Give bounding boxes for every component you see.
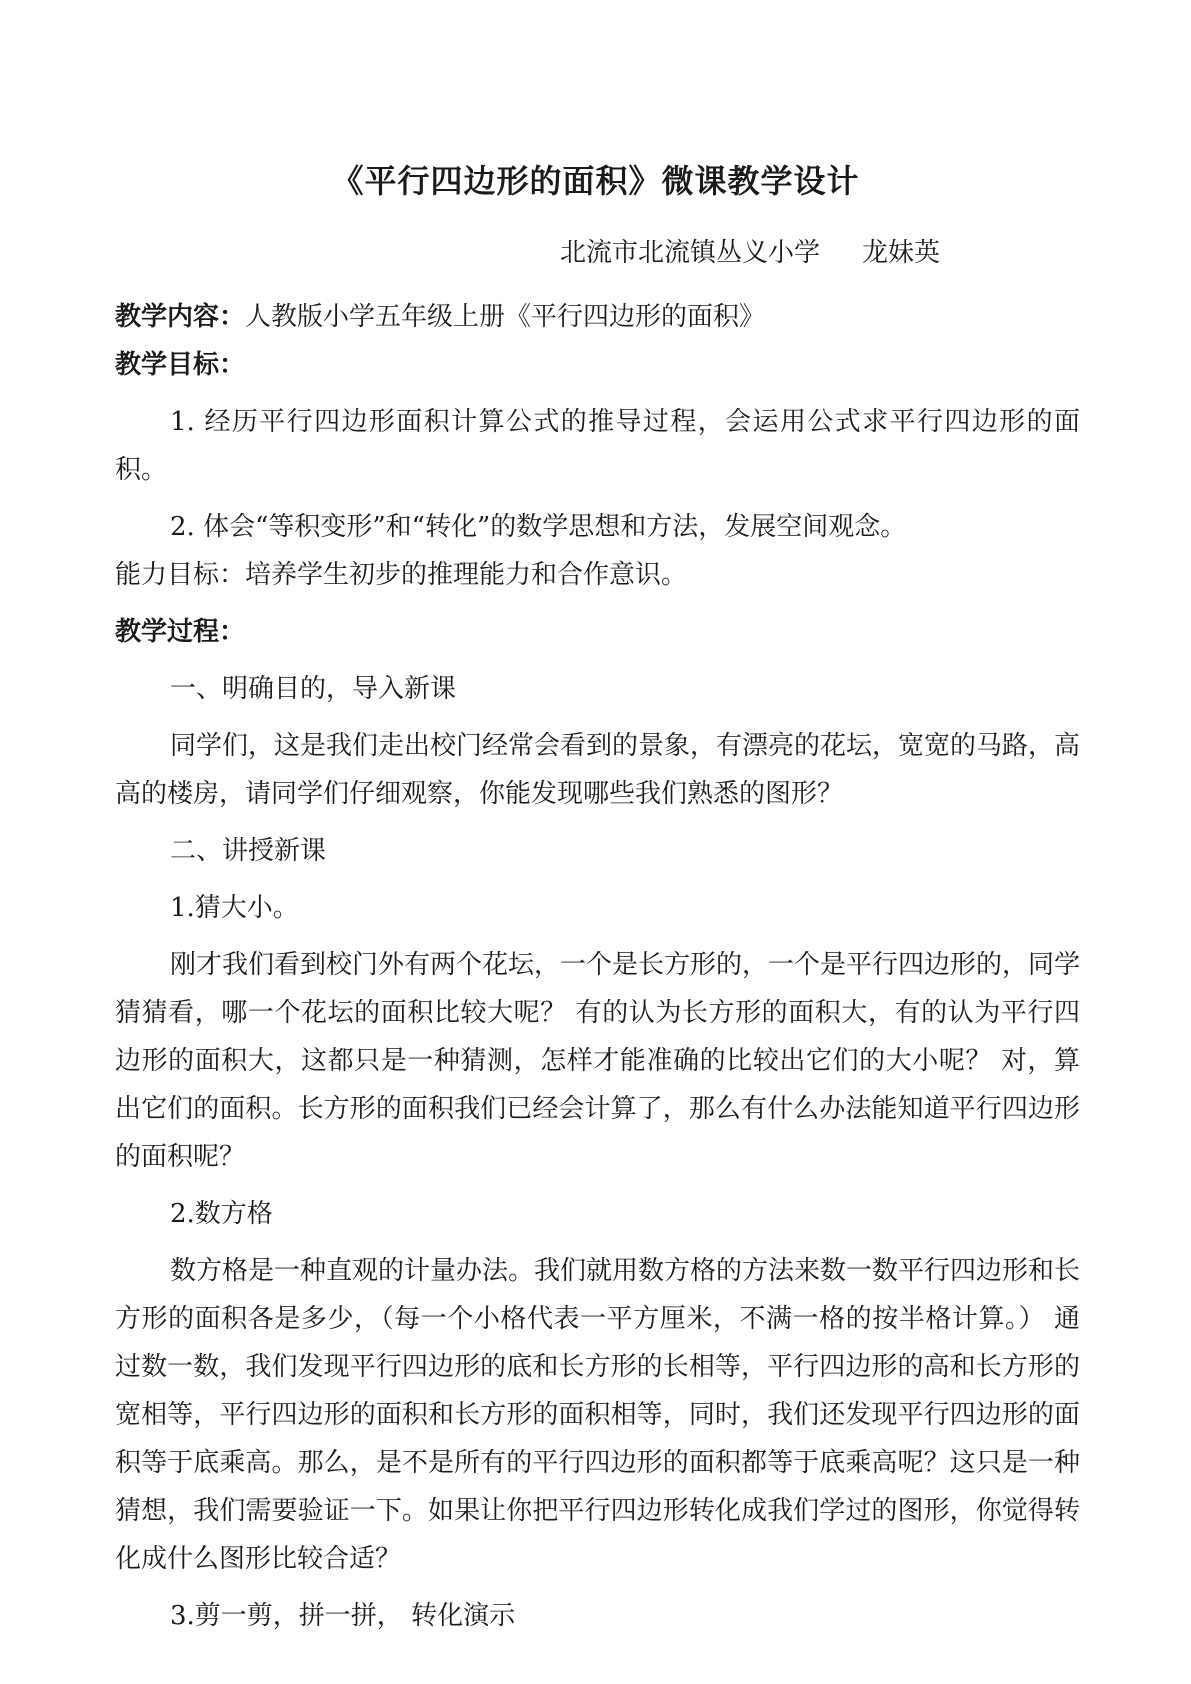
step-2-title: 2.数方格 — [170, 1199, 273, 1229]
goal-item-2: 2. 体会“等积变形”和“转化”的数学思想和方法，发展空间观念。 — [170, 512, 907, 542]
teaching-content — [115, 293, 1080, 341]
section-2-title: 二、讲授新课 — [170, 836, 327, 866]
step-1-text: 刚才我们看到校门外有两个花坛，一个是长方形的，一个是平行四边形的，同学猜猜看，哪一个花坛的面积比较大呢？ 有的认为长方形的面积大，有的认为平行四边形的面积大，这都只是一种猜测，怎样才能准确的比较出它们的大小呢？ 对，算出它们的面积。长方形的面积我们已经会计算了，那么有什么办法能知道平行四边形的面积呢？ — [115, 950, 1081, 1172]
document-body — [115, 293, 1080, 1640]
teaching-content-label: 教学内容： — [115, 302, 246, 332]
goal-item-1: 1. 经历平行四边形面积计算公式的推导过程，会运用公式求平行四边形的面积。 — [115, 407, 1080, 485]
section-1-title: 一、明确目的，导入新课 — [170, 674, 457, 704]
step-2-text: 数方格是一种直观的计量办法。我们就用数方格的方法来数一数平行四边形和长方形的面积各是多少，（每一个小格代表一平方厘米，不满一格的按半格计算。） 通过数一数，我们发现平行四边形的底和长方形的长相等，平行四边形的高和长方形的宽相等，平行四边形的面积和长方形的面积相等，同时，我们还发现平行四边形的面积等于底乘高。那么，是不是所有的平行四边形的面积都等于底乘高呢？这只是一种猜想，我们需要验证一下。如果让你把平行四边形转化成我们学过的图形，你觉得转化成什么图形比较合适？ — [115, 1256, 1081, 1574]
author-school: 北流市北流镇丛义小学 — [560, 238, 821, 268]
author-line — [560, 232, 940, 269]
teaching-content-text: 人教版小学五年级上册《平行四边形的面积》 — [245, 302, 766, 332]
teaching-goals-heading: 教学目标： — [115, 350, 246, 380]
step-3-title: 3.剪一剪，拼一拼， 转化演示 — [170, 1601, 516, 1631]
document-title: 《平行四边形的面积》微课教学设计 — [331, 162, 860, 200]
section-1-text: 同学们，这是我们走出校门经常会看到的景象，有漂亮的花坛，宽宽的马路，高高的楼房，请同学们仔细观察，你能发现哪些我们熟悉的图形？ — [115, 731, 1081, 809]
ability-goal: 能力目标：培养学生初步的推理能力和合作意识。 — [115, 560, 688, 590]
step-1-title: 1.猜大小。 — [170, 893, 299, 923]
author-name: 龙妹英 — [862, 238, 941, 268]
teaching-process-heading: 教学过程： — [115, 617, 246, 647]
